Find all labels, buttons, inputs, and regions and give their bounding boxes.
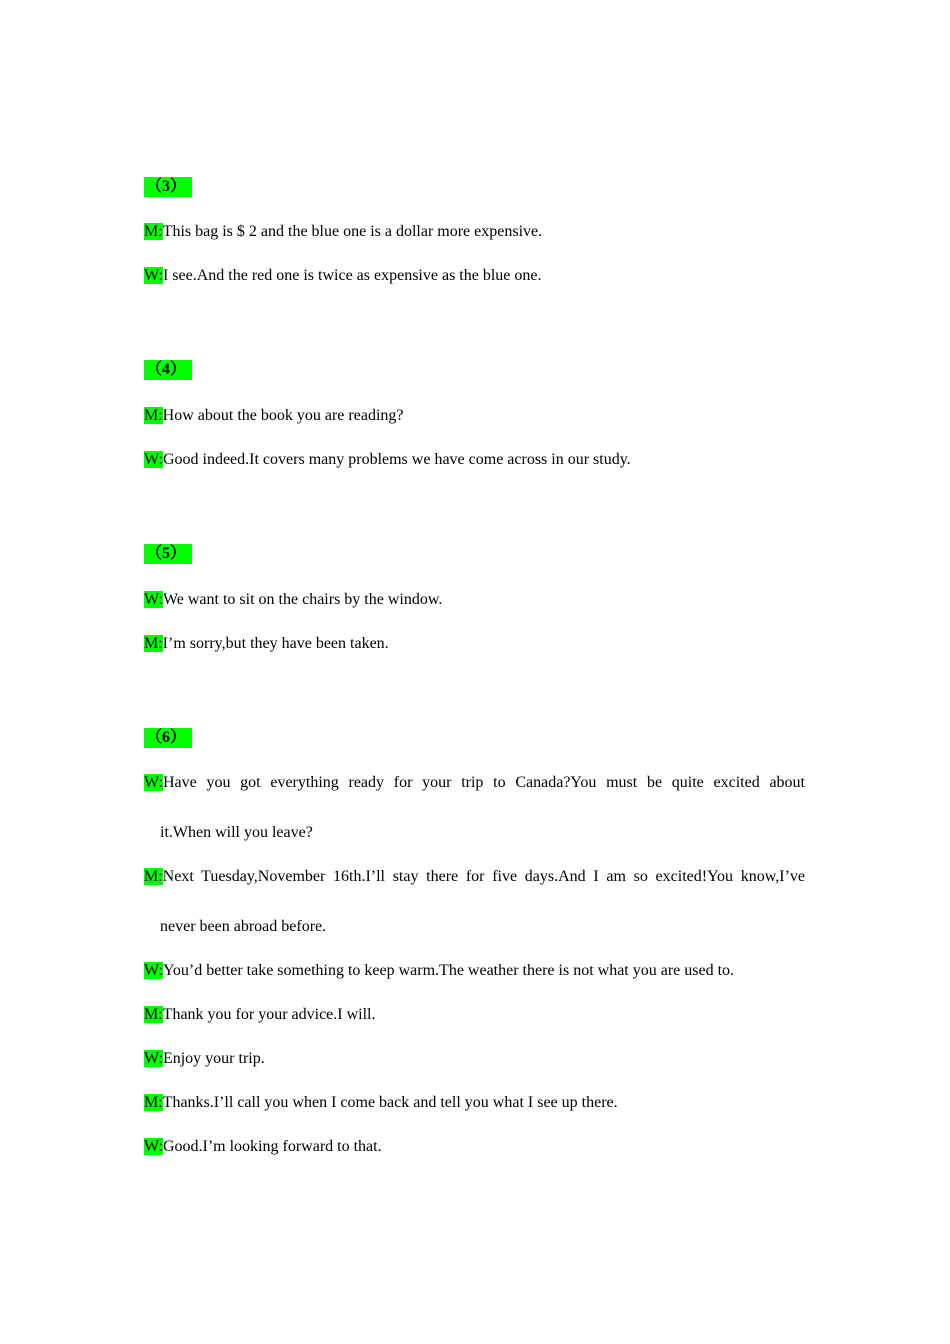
dialogue-text: I’m sorry,but they have been taken.	[162, 635, 389, 652]
speaker-tag: M:	[144, 868, 163, 885]
dialogue-text: Enjoy your trip.	[162, 1050, 265, 1067]
speaker-tag: M:	[144, 635, 163, 652]
dialogue-line	[144, 1004, 805, 1026]
section-label-4: （4）	[144, 360, 192, 380]
speaker-tag: M:	[144, 223, 163, 240]
dialogue-text: Next Tuesday,November 16th.I’ll stay there for five days.And I am so excited!You know,I’ve	[162, 868, 805, 885]
speaker-tag: M:	[144, 1094, 163, 1111]
dialogue-line	[144, 1092, 805, 1114]
dialogue-line	[144, 866, 805, 888]
dialogue-line	[144, 772, 805, 794]
section-label-6: （6）	[144, 728, 192, 748]
dialogue-line	[144, 1048, 805, 1070]
dialogue-text: Good indeed.It covers many problems we have come across in our study.	[162, 451, 631, 468]
dialogue-line	[144, 589, 805, 611]
dialogue-line	[144, 221, 805, 243]
dialogue-text: This bag is $ 2 and the blue one is a dollar more expensive.	[162, 223, 543, 240]
dialogue-text: Thank you for your advice.I will.	[162, 1006, 376, 1023]
speaker-tag: W:	[144, 1138, 163, 1155]
speaker-tag: W:	[144, 451, 163, 468]
speaker-tag: M:	[144, 1006, 163, 1023]
dialogue-continuation: never been abroad before.	[160, 918, 327, 935]
speaker-tag: M:	[144, 407, 163, 424]
dialogue-line	[144, 265, 805, 287]
speaker-tag: W:	[144, 774, 163, 791]
dialogue-text: How about the book you are reading?	[162, 407, 404, 424]
dialogue-line	[144, 633, 805, 655]
section-label-3: （3）	[144, 177, 192, 197]
section-label-5: （5）	[144, 544, 192, 564]
dialogue-line	[144, 960, 805, 982]
dialogue-text: You’d better take something to keep warm.The weather there is not what you are used to.	[162, 962, 735, 979]
speaker-tag: W:	[144, 962, 163, 979]
dialogue-text: Good.I’m looking forward to that.	[162, 1138, 382, 1155]
dialogue-line	[144, 405, 805, 427]
dialogue-text: Have you got everything ready for your trip to Canada?You must be quite excited about	[162, 774, 805, 791]
dialogue-text: We want to sit on the chairs by the window.	[162, 591, 443, 608]
dialogue-text: Thanks.I’ll call you when I come back and tell you what I see up there.	[162, 1094, 618, 1111]
dialogue-continuation: it.When will you leave?	[160, 824, 313, 841]
dialogue-text: I see.And the red one is twice as expensive as the blue one.	[162, 267, 542, 284]
dialogue-line	[144, 449, 805, 471]
speaker-tag: W:	[144, 1050, 163, 1067]
speaker-tag: W:	[144, 591, 163, 608]
speaker-tag: W:	[144, 267, 163, 284]
dialogue-line	[144, 1136, 805, 1158]
